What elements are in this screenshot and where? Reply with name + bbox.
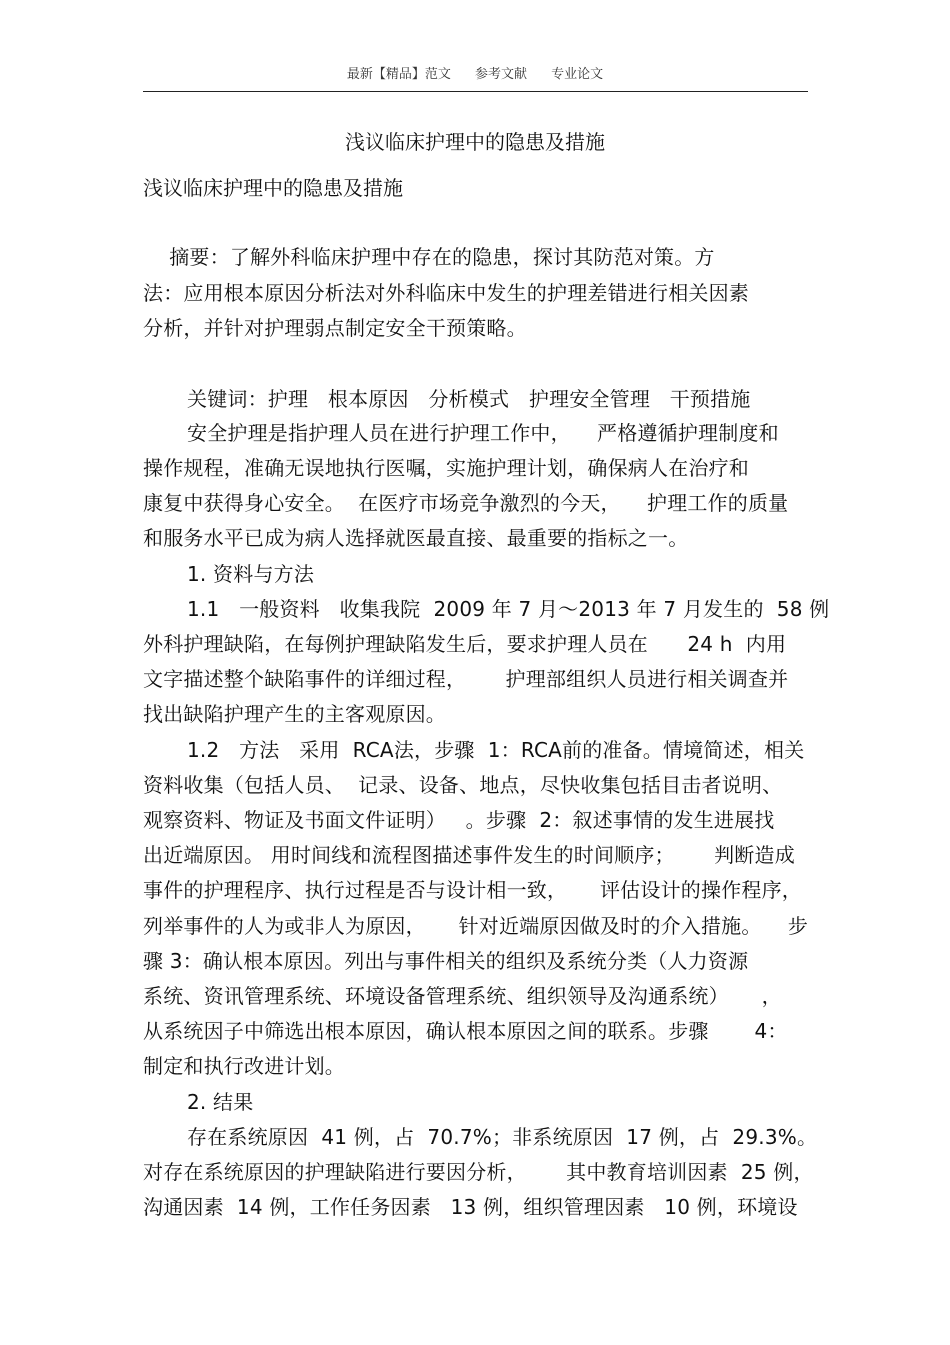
paragraph-line: 制定和执行改进计划。 [143,1054,345,1078]
paragraph-line: 对存在系统原因的护理缺陷进行要因分析， 其中教育培训因素 25 例， [143,1160,814,1184]
header-item: 参考文献 [474,67,527,82]
paragraph-line: 事件的护理程序、执行过程是否与设计相一致， 评估设计的操作程序， [143,878,802,902]
header-item: 专业论文 [551,67,604,82]
paragraph-line: 安全护理是指护理人员在进行护理工作中， 严格遵循护理制度和 [187,421,779,445]
document-subtitle: 浅议临床护理中的隐患及措施 [143,176,403,200]
section-heading: 2. 结果 [187,1090,254,1114]
header-divider [143,91,808,92]
paragraph-line: 从系统因子中筛选出根本原因，确认根本原因之间的联系。步骤 4： [143,1019,788,1043]
abstract-line: 法：应用根本原因分析法对外科临床中发生的护理差错进行相关因素 [143,281,749,305]
paragraph-line: 1.2 方法 采用 RCA法，步骤 1：RCA前的准备。情境简述，相关 [187,738,805,762]
paragraph-line: 存在系统原因 41 例，占 70.7%；非系统原因 17 例，占 29.3%。 [187,1125,818,1149]
paragraph-line: 出近端原因。 用时间线和流程图描述事件发生的时间顺序； 判断造成 [143,843,795,867]
paragraph-line: 观察资料、物证及书面文件证明） 。步骤 2：叙述事情的发生进展找 [143,808,775,832]
paragraph-line: 操作规程，准确无误地执行医嘱，实施护理计划，确保病人在治疗和 [143,456,749,480]
paragraph-line: 列举事件的人为或非人为原因， 针对近端原因做及时的介入措施。 步 [143,914,809,938]
paragraph-line: 和服务水平已成为病人选择就医最直接、最重要的指标之一。 [143,526,689,550]
paragraph-line: 文字描述整个缺陷事件的详细过程， 护理部组织人员进行相关调查并 [143,667,789,691]
paragraph-line: 1.1 一般资料 收集我院 2009 年 7 月～2013 年 7 月发生的 58 例 [187,597,830,621]
document-title: 浅议临床护理中的隐患及措施 [345,130,605,154]
paragraph-line: 找出缺陷护理产生的主客观原因。 [143,702,446,726]
paragraph-line: 外科护理缺陷，在每例护理缺陷发生后，要求护理人员在 24 h 内用 [143,632,787,656]
paragraph-line: 康复中获得身心安全。 在医疗市场竞争激烈的今天， 护理工作的质量 [143,491,789,515]
page-header [0,66,950,84]
header-item: 最新【精品】范文 [346,67,451,82]
abstract-line: 分析，并针对护理弱点制定安全干预策略。 [143,316,527,340]
abstract-line: 摘要：了解外科临床护理中存在的隐患，探讨其防范对策。方 [143,245,715,269]
section-heading: 1. 资料与方法 [187,562,315,586]
paragraph-line: 资料收集（包括人员、 记录、设备、地点，尽快收集包括目击者说明、 [143,773,783,797]
paragraph-line: 骤 3：确认根本原因。列出与事件相关的组织及系统分类（人力资源 [143,949,749,973]
keywords-line: 关键词：护理 根本原因 分析模式 护理安全管理 干预措施 [187,387,751,411]
paragraph-line: 沟通因素 14 例，工作任务因素 13 例，组织管理因素 10 例，环境设 [143,1195,798,1219]
paragraph-line: 系统、资讯管理系统、环境设备管理系统、组织领导及沟通系统） ， [143,984,782,1008]
